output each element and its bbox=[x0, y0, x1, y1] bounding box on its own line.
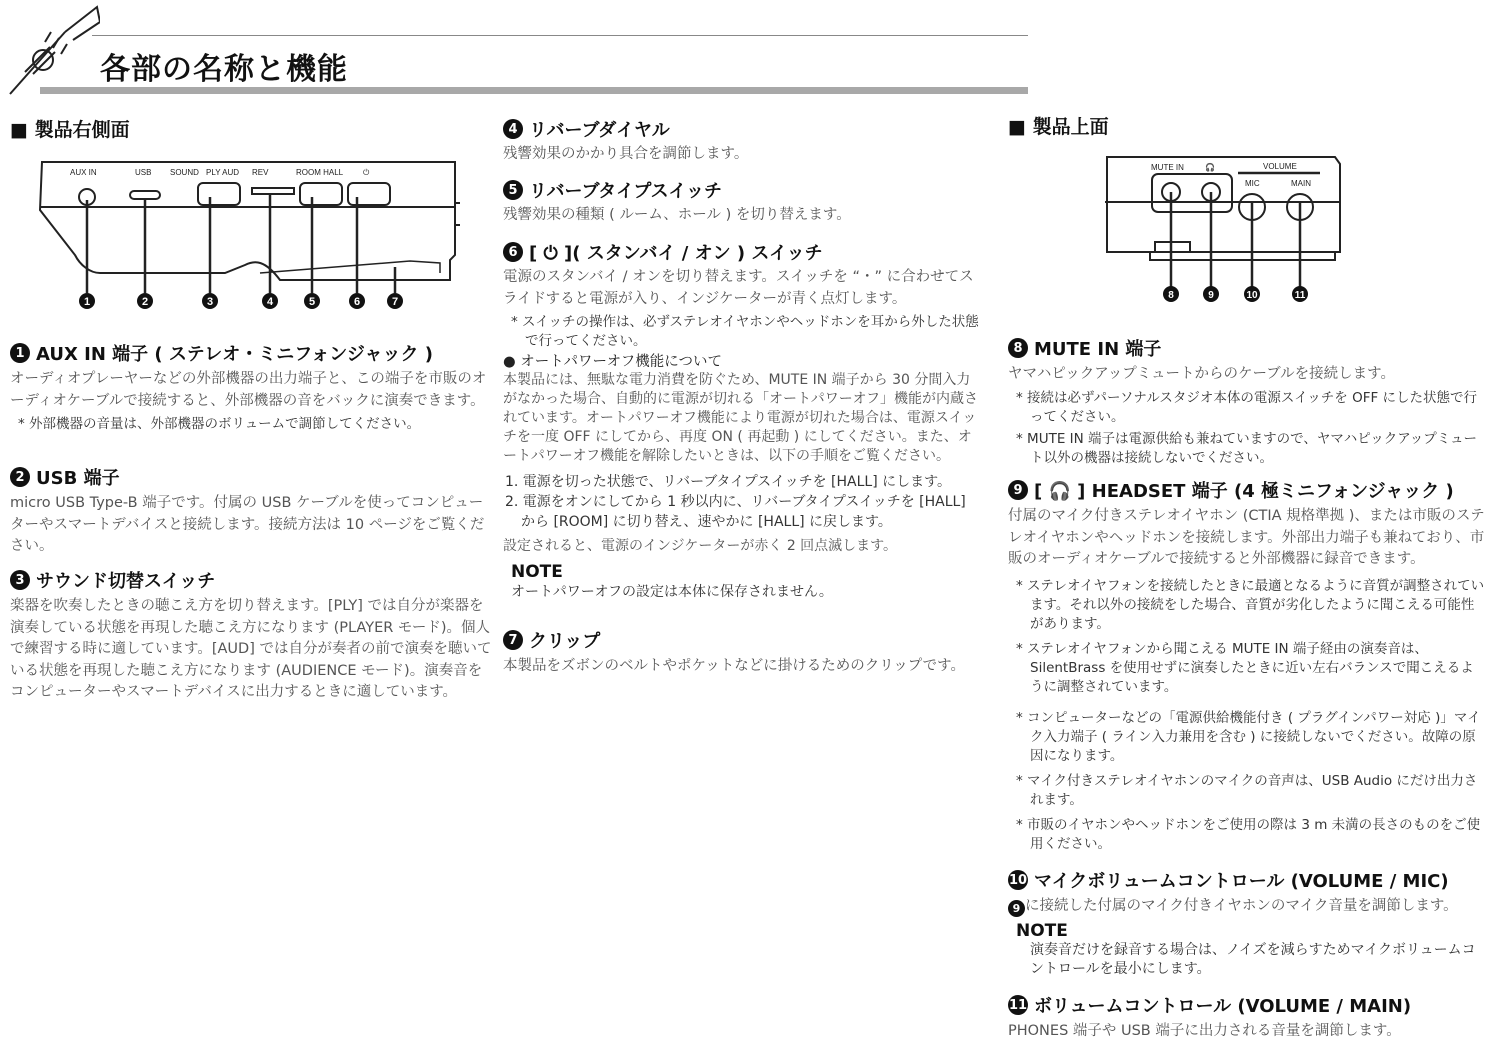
label-volume: VOLUME bbox=[1263, 162, 1297, 171]
step-1: 1. 電源を切った状態で、リバーブタイプスイッチを [HALL] にします。 bbox=[505, 474, 952, 490]
item-note: * ステレオイヤフォンから聞こえる MUTE IN 端子経由の演奏音は、SilentBrass を使用せずに演奏したときに近い左右バランスで聞こえるように調整されています。 bbox=[1008, 640, 1486, 697]
item-number: 11 bbox=[1008, 995, 1028, 1015]
item-note: * ステレオイヤフォンを接続したときに最適となるように音質が調整されています。それ以外の接続をした場合、音質が劣化したように聞こえる可能性があります。 bbox=[1008, 577, 1486, 634]
item-number: 10 bbox=[1008, 870, 1028, 890]
auto-power-off bbox=[503, 350, 983, 603]
item-note: * 接続は必ずパーソナルスタジオ本体の電源スイッチを OFF にした状態で行ってください。 bbox=[1008, 389, 1486, 427]
label-ply-aud: PLY AUD bbox=[206, 168, 240, 177]
item-heading: [ ⏻ ]( スタンバイ / オン ) スイッチ bbox=[529, 243, 823, 264]
section-title-right-side: ■ 製品右側面 bbox=[10, 119, 130, 141]
note-label: NOTE bbox=[1016, 920, 1068, 941]
item-text: オーディオプレーヤーなどの外部機器の出力端子と、この端子を市販のオーディオケーブルで接続すると、外部機器の音をバックに演奏できます。 bbox=[10, 371, 487, 409]
note-text: 演奏音だけを録音する場合は、ノイズを減らすためマイクボリュームコントロールを最小にします。 bbox=[1030, 941, 1476, 977]
item-heading: マイクボリュームコントロール (VOLUME / MIC) bbox=[1034, 871, 1449, 892]
callout-9: 9 bbox=[1208, 290, 1214, 301]
label-power: ⏻ bbox=[363, 168, 370, 177]
label-sound: SOUND bbox=[170, 168, 199, 177]
item-text: 付属のマイク付きステレオイヤホン (CTIA 規格準拠 )、または市販のステレオイヤホンやヘッドホンを接続します。外部出力端子も兼ねており、市販のオーディオケーブルで接続すると外部機器に録音できます。 bbox=[1008, 508, 1485, 567]
label-aux-in: AUX IN bbox=[70, 168, 97, 177]
item-heading: AUX IN 端子 ( ステレオ・ミニフォンジャック ) bbox=[36, 344, 433, 365]
item-number: 1 bbox=[10, 343, 30, 363]
auto-power-heading: ● オートパワーオフ機能について bbox=[503, 354, 722, 370]
item-number: 2 bbox=[10, 467, 30, 487]
item-note: * MUTE IN 端子は電源供給も兼ねていますので、ヤマハピックアップミュート以外の機器は接続しないでください。 bbox=[1008, 430, 1486, 468]
item-power-switch bbox=[503, 239, 983, 351]
item-number: 8 bbox=[1008, 338, 1028, 358]
item-heading: [ 🎧 ] HEADSET 端子 (4 極ミニフォンジャック ) bbox=[1034, 481, 1454, 502]
item-note: * コンピューターなどの「電源供給機能付き ( プラグインパワー対応 )」マイク入力端子 ( ライン入力兼用を含む ) に接続しないでください。故障の原因になります。 bbox=[1008, 709, 1486, 766]
callout-1: 1 bbox=[83, 296, 91, 308]
item-heading: ボリュームコントロール (VOLUME / MAIN) bbox=[1034, 996, 1412, 1017]
item-mute-in bbox=[1008, 335, 1486, 468]
callout-3: 3 bbox=[206, 296, 214, 308]
header-bar bbox=[40, 87, 1028, 94]
item-number: 7 bbox=[503, 630, 523, 650]
item-number: 5 bbox=[503, 180, 523, 200]
item-note: * マイク付きステレオイヤホンのマイクの音声は、USB Audio にだけ出力されます。 bbox=[1008, 772, 1486, 810]
item-text: 本製品をズボンのベルトやポケットなどに掛けるためのクリップです。 bbox=[503, 658, 965, 674]
item-aux-in bbox=[10, 340, 492, 434]
item-heading: USB 端子 bbox=[36, 468, 120, 489]
item-mic-volume bbox=[1008, 867, 1486, 979]
item-reverb-dial bbox=[503, 116, 983, 166]
item-text: に接続した付属のマイク付きイヤホンのマイク音量を調節します。 bbox=[1025, 898, 1458, 914]
item-clip bbox=[503, 627, 983, 678]
callout-11: 11 bbox=[1294, 290, 1306, 301]
item-number: 6 bbox=[503, 242, 523, 262]
callout-7: 7 bbox=[391, 296, 399, 308]
item-heading: クリップ bbox=[529, 631, 601, 652]
note-text: オートパワーオフの設定は本体に保存されません。 bbox=[511, 583, 833, 600]
item-sound-switch bbox=[10, 567, 492, 704]
item-reverb-type bbox=[503, 177, 983, 227]
header-rule bbox=[92, 35, 1028, 36]
item-heading: サウンド切替スイッチ bbox=[36, 571, 216, 592]
label-main: MAIN bbox=[1291, 179, 1311, 188]
auto-power-text: 本製品には、無駄な電力消費を防ぐため、MUTE IN 端子から 30 分間入力がなかった場合、自動的に電源が切れる「オートパワーオフ」機能が内蔵されています。オートパワーオフ機能により電源が切れた場合は、電源スイッチを一度 OFF にしてから、再度 ON ( 再起動 ) にしてください。また、オートパワーオフ機能を解除したいときは、以下の手順をご覧ください。 bbox=[503, 372, 979, 464]
ref-number: 9 bbox=[1008, 900, 1025, 917]
label-mic: MIC bbox=[1245, 179, 1260, 188]
label-mute-in: MUTE IN bbox=[1151, 163, 1184, 172]
item-text: 残響効果のかかり具合を調節します。 bbox=[503, 146, 749, 162]
item-note: * スイッチの操作は、必ずステレオイヤホンやヘッドホンを耳から外した状態で行ってください。 bbox=[503, 313, 983, 351]
top-diagram bbox=[1095, 152, 1345, 307]
callout-6: 6 bbox=[353, 296, 361, 308]
callout-2: 2 bbox=[141, 296, 149, 308]
item-number: 3 bbox=[10, 570, 30, 590]
page-title: 各部の名称と機能 bbox=[100, 52, 348, 87]
item-heading: MUTE IN 端子 bbox=[1034, 339, 1162, 360]
label-rev: REV bbox=[252, 168, 269, 177]
label-usb: USB bbox=[135, 168, 152, 177]
note-label: NOTE bbox=[511, 561, 563, 582]
item-text: 残響効果の種類 ( ルーム、ホール ) を切り替えます。 bbox=[503, 207, 851, 223]
item-text: micro USB Type-B 端子です。付属の USB ケーブルを使ってコンピューターやスマートデバイスと接続します。接続方法は 10 ページをご覧ください。 bbox=[10, 495, 485, 554]
item-note: * 市販のイヤホンやヘッドホンをご使用の際は 3 m 未満の長さのものをご使用ください。 bbox=[1008, 816, 1486, 854]
step-2: 2. 電源をオンにしてから 1 秒以内に、リバーブタイプスイッチを [HALL] から [ROOM] に切り替え、速やかに [HALL] に戻します。 bbox=[505, 494, 966, 530]
item-heading: リバーブダイヤル bbox=[529, 120, 670, 141]
item-heading: リバーブタイプスイッチ bbox=[529, 181, 722, 202]
item-main-volume bbox=[1008, 992, 1486, 1043]
item-text: ヤマハピックアップミュートからのケーブルを接続します。 bbox=[1008, 366, 1396, 382]
item-text: 楽器を吹奏したときの聴こえ方を切り替えます。[PLY] では自分が楽器を演奏している状態を再現した聴こえ方になります (PLAYER モード)。個人で練習する時に適しています。[AUD] では自分が奏者の前で演奏を聴いている状態を再現した聴こえ方になります (AUDIENCE モード)。演奏音をコンピューターやスマートデバイスに出力するときに適しています。 bbox=[10, 598, 492, 700]
headphone-icon: 🎧 bbox=[1205, 163, 1215, 172]
item-headset bbox=[1008, 477, 1486, 854]
item-number: 4 bbox=[503, 119, 523, 139]
right-side-diagram bbox=[30, 155, 460, 315]
callout-5: 5 bbox=[308, 296, 316, 308]
callout-4: 4 bbox=[266, 296, 274, 308]
section-title-top: ■ 製品上面 bbox=[1008, 116, 1109, 138]
item-text: 電源のスタンバイ / オンを切り替えます。スイッチを “・” に合わせてスライドすると電源が入り、インジケーターが青く点灯します。 bbox=[503, 269, 974, 307]
item-text: PHONES 端子や USB 端子に出力される音量を調節します。 bbox=[1008, 1023, 1401, 1039]
item-number: 9 bbox=[1008, 480, 1028, 500]
auto-power-after: 設定されると、電源のインジケーターが赤く 2 回点滅します。 bbox=[503, 538, 898, 554]
callout-8: 8 bbox=[1168, 290, 1174, 301]
item-usb bbox=[10, 464, 492, 558]
item-note: * 外部機器の音量は、外部機器のボリュームで調節してください。 bbox=[10, 415, 492, 434]
label-room-hall: ROOM HALL bbox=[296, 168, 344, 177]
trumpet-icon bbox=[5, 2, 100, 97]
callout-10: 10 bbox=[1246, 290, 1258, 301]
